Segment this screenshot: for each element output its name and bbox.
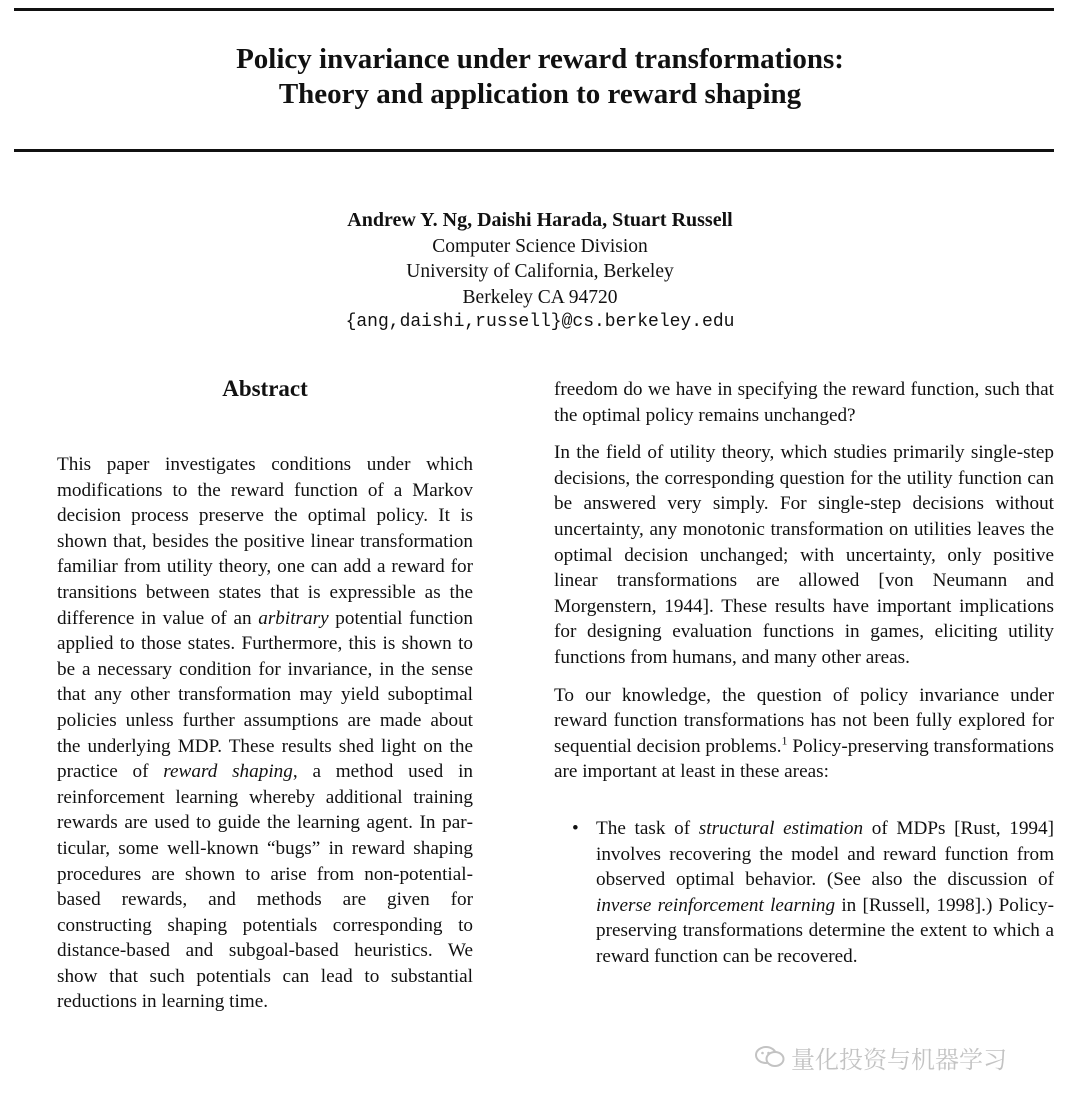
title-bottom-rule <box>14 149 1054 152</box>
wechat-icon <box>755 1045 785 1069</box>
intro-text-2b: Policy-preserving transformations are important at least in these areas: <box>554 735 1054 783</box>
author-email: {ang,daishi,russell}@cs.berkeley.edu <box>345 312 735 332</box>
wechat-watermark <box>755 1040 1055 1074</box>
abstract-text-3: , a method used in reinforcement learning whereby additional training rewards are used to guide the learning agent. In particular, some well-known “bugs” in reward shaping procedures are shown to arise from non-potential-based rewards, and methods are given for constructing shaping potentials corresponding to distance-based and subgoal-based heuristics. We show that such potentials can lead to substantial reductions in learning time. <box>57 761 473 1013</box>
abstract-em-arbitrary: arbitrary <box>258 607 329 629</box>
bullet-text-a: The task of <box>596 817 699 839</box>
intro-text-2a: To our knowledge, the question of policy invariance under reward function transformations has not been fully explored for sequential decision problems. <box>554 684 1054 757</box>
intro-column <box>554 377 1054 969</box>
title-line-1: Policy invariance under reward transformations: <box>236 43 844 75</box>
list-item <box>554 816 1054 970</box>
abstract-text-2: potential function applied to those states. Furthermore, this is shown to be a necessary condition for invariance, in the sense that any other transformation may yield suboptimal policies unless further assumptions are made about the underlying MDP. These results shed light on the practice of <box>57 607 473 783</box>
bullet-em-structural-estimation: structural estimation <box>698 817 864 839</box>
abstract-column <box>57 374 473 1015</box>
affiliation-city: Berkeley CA 94720 <box>462 286 618 308</box>
author-names: Andrew Y. Ng, Daishi Harada, Stuart Russell <box>347 209 733 231</box>
intro-paragraph-2 <box>554 683 1054 785</box>
areas-list <box>554 816 1054 970</box>
intro-paragraph-0: freedom do we have in specifying the reward function, such that the optimal policy remains unchanged? <box>554 379 1054 426</box>
affiliation-division: Computer Science Division <box>432 235 648 257</box>
bullet-em-inverse-rl: inverse reinforcement learning <box>596 894 836 916</box>
bullet-text-b: of MDPs [Rust, 1994] involves recovering the model and reward function from observed optimal behavior. (See also the discussion of <box>596 817 1054 891</box>
paper-title <box>0 42 1080 112</box>
abstract-paragraph <box>57 452 473 1015</box>
affiliation-university: University of California, Berkeley <box>406 261 674 282</box>
title-line-2: Theory and application to reward shaping <box>278 78 802 110</box>
abstract-text-1: This paper investigates conditions under which modifications to the reward function of a Markov decision process preserve the optimal policy. It is shown that, besides the positive linear transformation familiar from utility theory, one can add a reward for transitions between states that is expressible as the difference in value of an <box>57 454 473 629</box>
footnote-marker: 1 <box>781 733 788 748</box>
top-rule <box>14 8 1054 11</box>
intro-paragraph-1: In the field of utility theory, which studies primarily single-step decisions, the corresponding question for the utility function can be answered very simply. For single-step decisions without uncertainty, any monotonic transformation on utilities leaves the optimal decision unchanged; with uncertainty, only positive linear transformations are allowed [von Neumann and Morgenstern, 1944]. These results have important implications for designing evaluation functions in games, eliciting utility functions from humans, and many other areas. <box>554 442 1054 668</box>
abstract-em-reward-shaping: reward shaping <box>163 761 293 783</box>
abstract-heading: Abstract <box>222 376 308 401</box>
bullet-dot-icon: • <box>572 817 579 839</box>
watermark-text: 量化投资与机器学习 <box>791 1045 1007 1074</box>
bullet-text-c: in [Russell, 1998].) Policy-preserving transformations determine the extent to which a reward function can be recovered. <box>596 894 1054 967</box>
author-block <box>0 208 1080 336</box>
